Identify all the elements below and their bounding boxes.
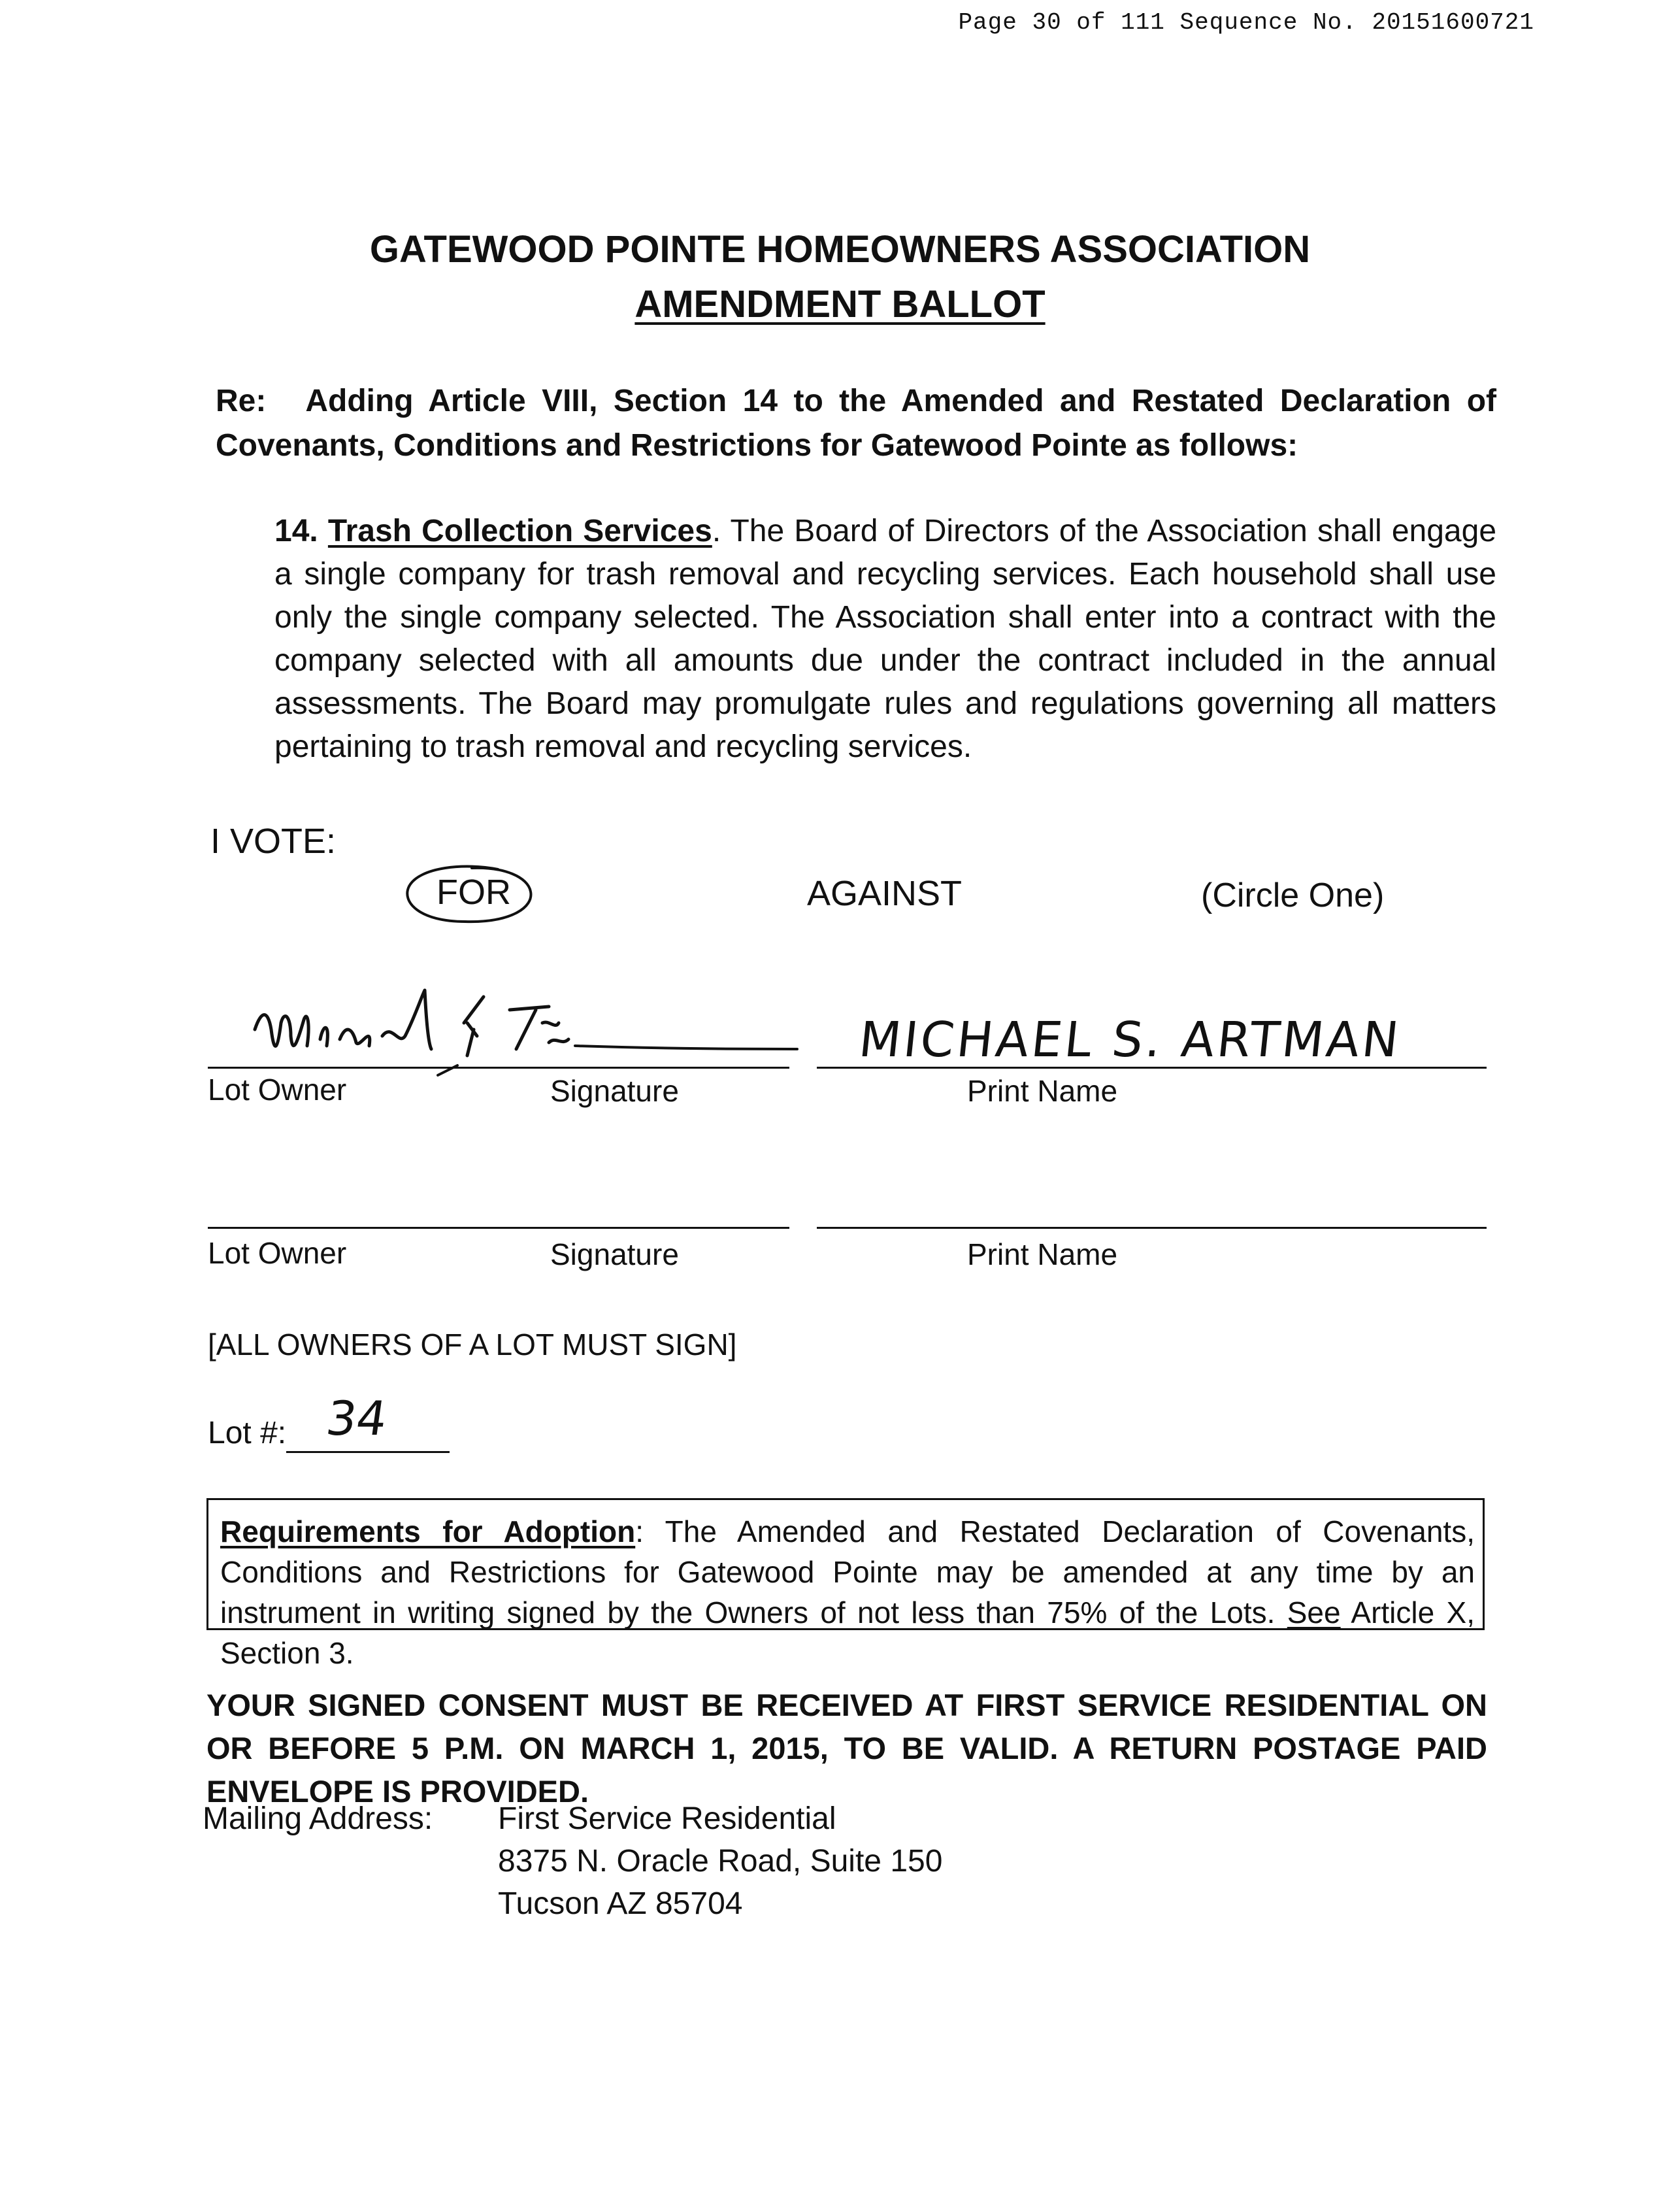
requirements-body: : The Amended and Restated Declaration of Covenants, Conditions and Restrictions for Gatewood Pointe may be amended at any time by an instrument in writing signed by the Owners of not less than 75% of the Lots.: [220, 1514, 1475, 1629]
amendment-heading: Trash Collection Services: [327, 514, 712, 548]
mailing-address-line-3: Tucson AZ 85704: [498, 1886, 743, 1921]
owner2-print-name-label: Print Name: [967, 1237, 1118, 1271]
requirements-see-reference: See: [1287, 1596, 1341, 1629]
ballot-title: [0, 282, 1680, 326]
requirements-text: [220, 1511, 1475, 1673]
all-owners-must-sign-note: [ALL OWNERS OF A LOT MUST SIGN]: [208, 1328, 737, 1362]
owner1-lot-owner-label: Lot Owner: [208, 1073, 347, 1107]
re-paragraph: [216, 379, 1496, 468]
re-label: Re:: [216, 384, 267, 418]
vote-option-for[interactable]: FOR: [436, 873, 511, 912]
association-title: GATEWOOD POINTE HOMEOWNERS ASSOCIATION: [369, 228, 1311, 271]
vote-label: I VOTE:: [210, 822, 337, 861]
amendment-body: . The Board of Directors of the Association shall engage a single company for trash removal and recycling services. Each household shall use only the single company selected. The Association shall enter into a contract with the company selected with all amounts due under the contract included in the annual assessments. The Board may promulgate rules and regulations governing all matters pertaining to trash removal and recycling services.: [274, 514, 1497, 764]
vote-option-against[interactable]: AGAINST: [807, 874, 963, 913]
lot-number-label: Lot #:: [208, 1416, 287, 1450]
requirements-heading: Requirements for Adoption: [220, 1514, 636, 1548]
owner2-lot-owner-label: Lot Owner: [208, 1236, 347, 1270]
amendment-number: 14.: [274, 514, 318, 548]
owner1-print-name-label: Print Name: [967, 1074, 1118, 1108]
requirements-article-reference: Article X, Section 3.: [220, 1596, 1475, 1670]
amendment-paragraph: [274, 510, 1496, 769]
owner2-print-name-line[interactable]: [817, 1227, 1487, 1229]
mailing-address-line-1: First Service Residential: [498, 1801, 836, 1836]
lot-number-field-line[interactable]: [286, 1451, 450, 1453]
owner1-signature-line[interactable]: [208, 1067, 789, 1069]
mailing-address-line-2: 8375 N. Oracle Road, Suite 150: [498, 1844, 943, 1879]
page-sequence-header: Page 30 of 111 Sequence No. 20151600721: [958, 9, 1534, 36]
mailing-address-label: Mailing Address:: [203, 1801, 433, 1836]
owner2-signature-label: Signature: [550, 1237, 679, 1271]
deadline-notice: YOUR SIGNED CONSENT MUST BE RECEIVED AT FIRST SERVICE RESIDENTIAL ON OR BEFORE 5 P.M. ON MARCH 1, 2015, TO BE VALID. A RETURN POSTAGE PAID ENVELOPE IS PROVIDED.: [206, 1688, 1487, 1809]
ballot-title-text: AMENDMENT BALLOT: [634, 283, 1046, 326]
owner1-signature-label: Signature: [550, 1074, 679, 1108]
owner1-print-name-value: MICHAEL S. ARTMAN: [856, 1012, 1404, 1068]
lot-number-value: 34: [323, 1391, 391, 1446]
owner2-signature-line[interactable]: [208, 1227, 789, 1229]
re-text: Adding Article VIII, Section 14 to the Amended and Restated Declaration of Covenants, Conditions and Restrictions for Gatewood Pointe as follows:: [216, 384, 1496, 463]
vote-instruction: (Circle One): [1201, 877, 1385, 914]
